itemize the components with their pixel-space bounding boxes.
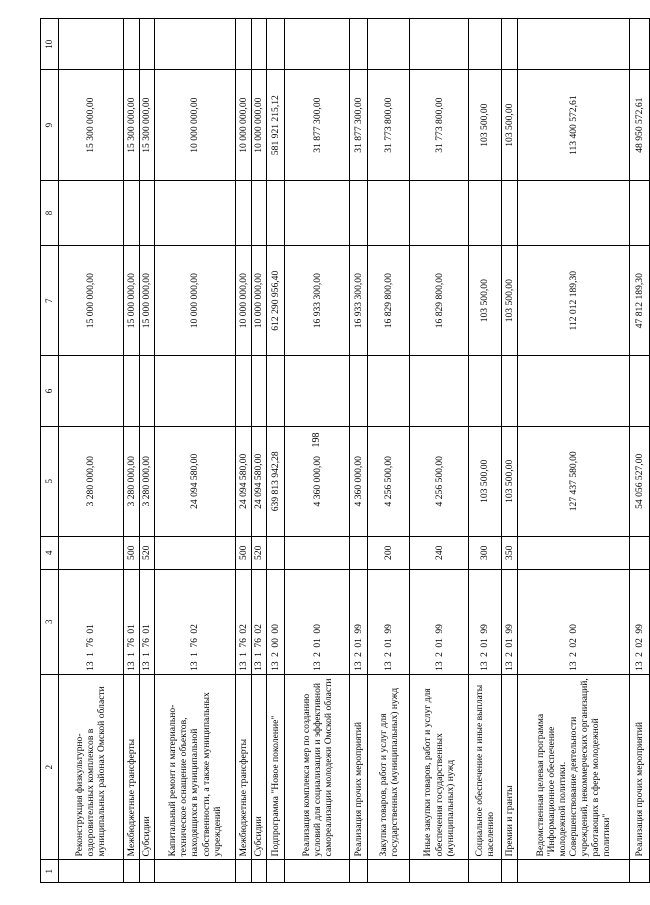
cell-c5: 24 094 580,00 [235, 426, 251, 536]
cell-c5: 24 094 580,00 [251, 426, 267, 536]
cell-c6 [517, 356, 629, 426]
cell-vr [267, 536, 285, 569]
cell-c6 [251, 356, 267, 426]
cell-c5: 3 280 000,00 [123, 426, 139, 536]
cell-c5: 4 360 000,00 [285, 426, 350, 536]
cell-c7: 10 000 000,00 [155, 246, 236, 356]
cell-vr: 520 [139, 536, 155, 569]
cell-name: Межбюджетные трансферты [123, 674, 139, 860]
cell-c7: 16 829 800,00 [410, 246, 468, 356]
cell-c10 [410, 19, 468, 70]
cell-c7: 103 500,00 [502, 246, 518, 356]
row-marker-cell [285, 860, 350, 883]
table-row [367, 19, 410, 883]
column-header: 6 [41, 356, 59, 426]
cell-code: 13 1 76 01 [139, 569, 155, 674]
cell-c8 [468, 180, 502, 245]
cell-c8 [629, 180, 649, 245]
cell-c5: 24 094 580,00 [155, 426, 236, 536]
cell-c7: 15 000 000,00 [139, 246, 155, 356]
row-marker-cell [155, 860, 236, 883]
table-row [468, 19, 502, 883]
cell-c10 [367, 19, 410, 70]
table-row [410, 19, 468, 883]
cell-c5: 127 437 580,00 [517, 426, 629, 536]
cell-c10 [139, 19, 155, 70]
table-row [58, 19, 123, 883]
cell-c6 [502, 356, 518, 426]
cell-name: Подпрограмма "Новое поколение" [267, 674, 285, 860]
column-header: 8 [41, 180, 59, 245]
table-row [139, 19, 155, 883]
cell-vr [629, 536, 649, 569]
cell-code: 13 1 76 02 [235, 569, 251, 674]
cell-c10 [267, 19, 285, 70]
cell-code: 13 2 01 99 [350, 569, 368, 674]
cell-c6 [58, 356, 123, 426]
cell-c9: 15 300 000,00 [58, 70, 123, 180]
header-row [41, 19, 59, 883]
cell-vr [350, 536, 368, 569]
table-row [251, 19, 267, 883]
cell-code: 13 2 02 99 [629, 569, 649, 674]
table-row [267, 19, 285, 883]
cell-c8 [267, 180, 285, 245]
cell-vr [58, 536, 123, 569]
cell-c5: 103 500,00 [502, 426, 518, 536]
table-row [235, 19, 251, 883]
cell-c10 [155, 19, 236, 70]
cell-c8 [123, 180, 139, 245]
row-marker-cell [350, 860, 368, 883]
cell-c9: 31 877 300,00 [350, 70, 368, 180]
budget-table [40, 18, 650, 883]
row-marker-cell [367, 860, 410, 883]
cell-name: Межбюджетные трансферты [235, 674, 251, 860]
column-header: 9 [41, 70, 59, 180]
cell-c7: 15 000 000,00 [58, 246, 123, 356]
cell-c6 [468, 356, 502, 426]
row-marker-cell [251, 860, 267, 883]
table-row [502, 19, 518, 883]
cell-c5: 54 056 527,00 [629, 426, 649, 536]
row-marker-cell [267, 860, 285, 883]
column-header: 1 [41, 860, 59, 883]
cell-c7: 16 829 800,00 [367, 246, 410, 356]
row-marker-cell [123, 860, 139, 883]
table-row [285, 19, 350, 883]
column-header: 2 [41, 674, 59, 860]
cell-c7: 612 290 956,40 [267, 246, 285, 356]
cell-name: Капитальный ремонт и материально-техническое оснащение объектов, находящихся в муниципальной собственности, а также муниципальных учреждений [155, 674, 236, 860]
cell-c5: 4 256 500,00 [410, 426, 468, 536]
cell-name: Реконструкция физкультурно-оздоровительных комплексов в муниципальных районах Омской области [58, 674, 123, 860]
row-marker-cell [517, 860, 629, 883]
cell-vr: 240 [410, 536, 468, 569]
cell-c8 [251, 180, 267, 245]
cell-c8 [285, 180, 350, 245]
cell-c9: 15 300 000,00 [123, 70, 139, 180]
cell-c5: 3 280 000,00 [58, 426, 123, 536]
cell-c7: 10 000 000,00 [251, 246, 267, 356]
cell-vr: 200 [367, 536, 410, 569]
cell-c9: 10 000 000,00 [155, 70, 236, 180]
table-body [41, 19, 650, 883]
cell-c6 [367, 356, 410, 426]
cell-c7: 16 933 300,00 [350, 246, 368, 356]
cell-c9: 31 877 300,00 [285, 70, 350, 180]
cell-name: Социальное обеспечение и иные выплаты населению [468, 674, 502, 860]
cell-c5: 639 813 942,28 [267, 426, 285, 536]
cell-c8 [58, 180, 123, 245]
cell-c10 [251, 19, 267, 70]
cell-c10 [123, 19, 139, 70]
cell-c6 [629, 356, 649, 426]
cell-c6 [350, 356, 368, 426]
cell-c6 [267, 356, 285, 426]
cell-c6 [123, 356, 139, 426]
cell-code: 13 2 00 00 [267, 569, 285, 674]
cell-vr [517, 536, 629, 569]
row-marker-cell [468, 860, 502, 883]
cell-name: Закупка товаров, работ и услуг для государственных (муниципальных) нужд [367, 674, 410, 860]
cell-c7: 47 812 189,30 [629, 246, 649, 356]
table-row [629, 19, 649, 883]
table-row [517, 19, 629, 883]
cell-c5: 103 500,00 [468, 426, 502, 536]
cell-c8 [155, 180, 236, 245]
cell-name: Субсидии [251, 674, 267, 860]
cell-c7: 10 000 000,00 [235, 246, 251, 356]
page-number: 198 [310, 432, 322, 448]
cell-code: 13 2 01 99 [367, 569, 410, 674]
cell-vr: 520 [251, 536, 267, 569]
cell-name: Премии и гранты [502, 674, 518, 860]
cell-vr: 300 [468, 536, 502, 569]
cell-vr [285, 536, 350, 569]
cell-code: 13 2 01 99 [410, 569, 468, 674]
cell-c7: 16 933 300,00 [285, 246, 350, 356]
cell-c9: 10 000 000,00 [251, 70, 267, 180]
table-row [123, 19, 139, 883]
cell-c9: 10 000 000,00 [235, 70, 251, 180]
cell-name: Реализация прочих мероприятий [350, 674, 368, 860]
row-marker-cell [235, 860, 251, 883]
cell-c8 [502, 180, 518, 245]
cell-code: 13 1 76 02 [155, 569, 236, 674]
cell-c8 [139, 180, 155, 245]
cell-name: Ведомственная целевая программа "Информационное обеспечение молодежной политики. Совершенствование деятельности учреждений, некоммерческих организаций, работающих в сфере молодежной политики" [517, 674, 629, 860]
cell-c9: 113 400 572,61 [517, 70, 629, 180]
cell-vr: 350 [502, 536, 518, 569]
cell-c9: 15 300 000,00 [139, 70, 155, 180]
cell-c9: 103 500,00 [468, 70, 502, 180]
row-marker-cell [502, 860, 518, 883]
cell-c10 [58, 19, 123, 70]
cell-vr: 500 [235, 536, 251, 569]
cell-c6 [155, 356, 236, 426]
rotated-page [40, 18, 650, 883]
cell-c6 [410, 356, 468, 426]
cell-name: Реализация комплекса мер по созданию условий для социализации и эффективной самореализации молодежи Омской области [285, 674, 350, 860]
cell-code: 13 1 76 01 [123, 569, 139, 674]
cell-name: Иные закупки товаров, работ и услуг для обеспечения государственных (муниципальных) нужд [410, 674, 468, 860]
cell-c5: 4 360 000,00 [350, 426, 368, 536]
cell-c9: 31 773 800,00 [367, 70, 410, 180]
row-marker-cell [58, 860, 123, 883]
cell-c8 [517, 180, 629, 245]
row-marker-cell [139, 860, 155, 883]
cell-c5: 3 280 000,00 [139, 426, 155, 536]
cell-c6 [139, 356, 155, 426]
cell-c8 [235, 180, 251, 245]
cell-c10 [468, 19, 502, 70]
column-header: 5 [41, 426, 59, 536]
cell-name: Реализация прочих мероприятий [629, 674, 649, 860]
column-header: 3 [41, 569, 59, 674]
cell-code: 13 1 76 01 [58, 569, 123, 674]
table-row [350, 19, 368, 883]
cell-c10 [517, 19, 629, 70]
row-marker-cell [410, 860, 468, 883]
column-header: 7 [41, 246, 59, 356]
column-header: 10 [41, 19, 59, 70]
cell-vr [155, 536, 236, 569]
cell-c10 [235, 19, 251, 70]
cell-c8 [410, 180, 468, 245]
cell-c6 [235, 356, 251, 426]
column-header: 4 [41, 536, 59, 569]
cell-vr: 500 [123, 536, 139, 569]
cell-c10 [285, 19, 350, 70]
cell-c10 [502, 19, 518, 70]
cell-c9: 581 921 215,12 [267, 70, 285, 180]
table-row [155, 19, 236, 883]
cell-code: 13 1 76 02 [251, 569, 267, 674]
row-marker-cell [629, 860, 649, 883]
cell-c9: 31 773 800,00 [410, 70, 468, 180]
cell-name: Субсидии [139, 674, 155, 860]
cell-c9: 48 950 572,61 [629, 70, 649, 180]
cell-c8 [350, 180, 368, 245]
cell-c6 [285, 356, 350, 426]
cell-c9: 103 500,00 [502, 70, 518, 180]
cell-c8 [367, 180, 410, 245]
cell-code: 13 2 02 00 [517, 569, 629, 674]
cell-code: 13 2 01 99 [468, 569, 502, 674]
cell-c7: 15 000 000,00 [123, 246, 139, 356]
cell-code: 13 2 01 99 [502, 569, 518, 674]
cell-c10 [350, 19, 368, 70]
cell-c5: 4 256 500,00 [367, 426, 410, 536]
table-wrapper [40, 18, 650, 883]
cell-c7: 112 012 189,30 [517, 246, 629, 356]
cell-c10 [629, 19, 649, 70]
cell-c7: 103 500,00 [468, 246, 502, 356]
cell-code: 13 2 01 00 [285, 569, 350, 674]
